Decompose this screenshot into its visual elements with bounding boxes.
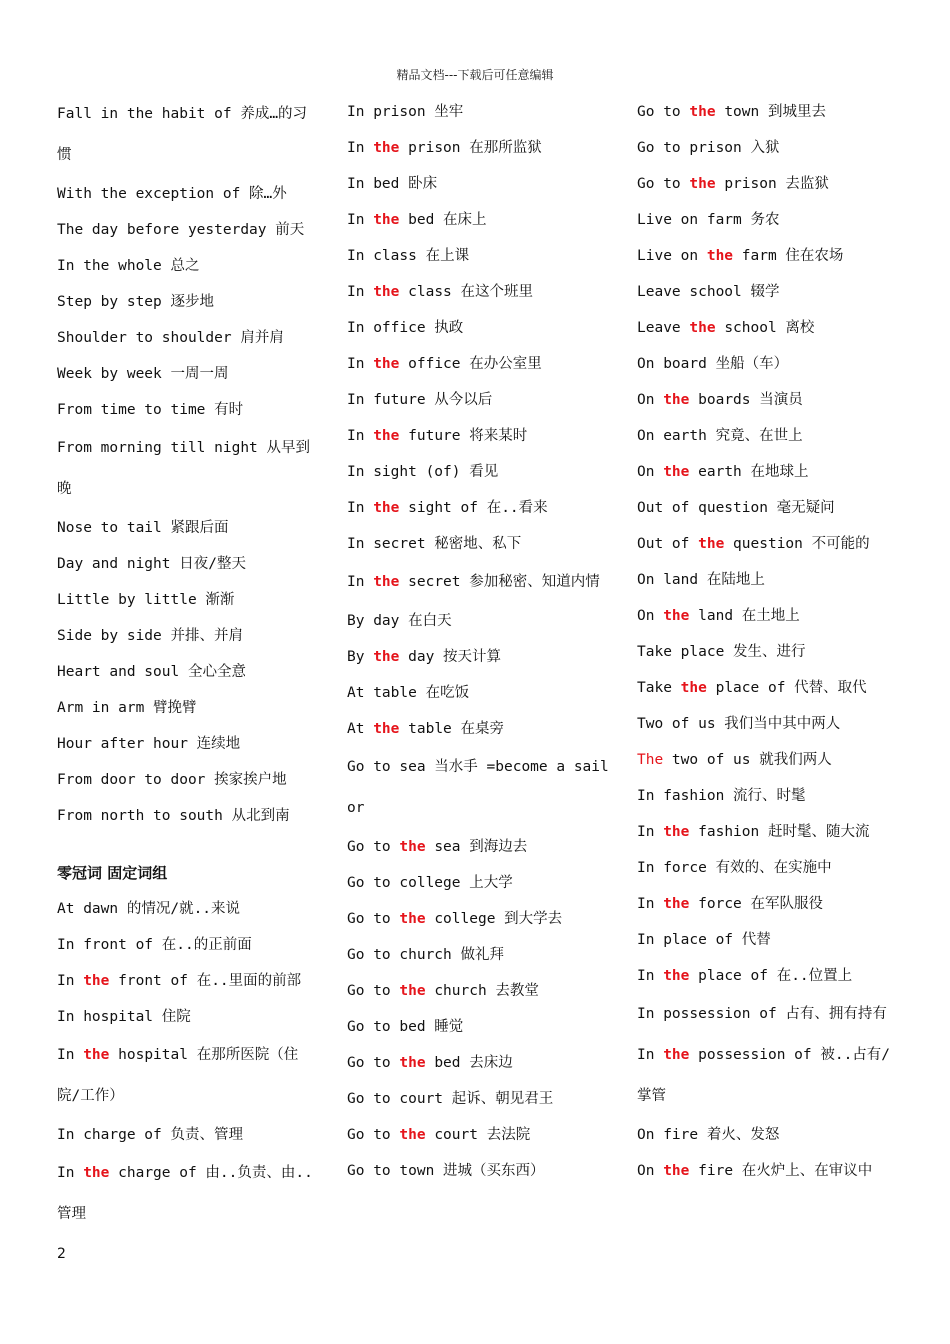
phrase-suffix: college 到大学去 — [425, 911, 563, 927]
phrase-entry — [347, 829, 609, 865]
article-highlight: the — [373, 428, 400, 444]
article-highlight: the — [698, 536, 725, 552]
phrase-entry — [347, 901, 609, 937]
phrase-suffix: day 按天计算 — [399, 649, 502, 665]
article-highlight: the — [83, 973, 110, 989]
article-highlight: the — [399, 1055, 426, 1071]
phrase-suffix: farm 住在农场 — [733, 248, 844, 264]
phrase-entry: Fall in the habit of 养成…的习惯 — [57, 106, 308, 163]
phrase-entry — [637, 166, 899, 202]
article-highlight: the — [689, 176, 716, 192]
phrase-entry: In office 执政 — [347, 320, 464, 336]
phrase-entry: Go to prison 入狱 — [637, 140, 780, 156]
phrase-entry — [637, 238, 899, 274]
phrase-prefix: Take — [637, 680, 681, 696]
article-highlight: the — [83, 1047, 110, 1063]
phrase-prefix: Go to — [347, 1127, 400, 1143]
phrase-suffix: fashion 赶时髦、随大流 — [689, 824, 870, 840]
phrase-entry: In secret 秘密地、私下 — [347, 536, 522, 552]
phrase-entry: Out of question 毫无疑问 — [637, 500, 835, 516]
phrase-entry: Little by little 渐渐 — [57, 592, 235, 608]
phrase-suffix: prison 在那所监狱 — [399, 140, 542, 156]
phrase-entry: In fashion 流行、时髦 — [637, 788, 806, 804]
phrase-entry: In future 从今以后 — [347, 392, 493, 408]
phrase-entry — [347, 418, 609, 454]
phrase-suffix: sea 到海边去 — [425, 839, 528, 855]
phrase-prefix: In — [637, 968, 664, 984]
phrase-entry: On earth 究竟、在世上 — [637, 428, 803, 444]
phrase-entry: Go to court 起诉、朝见君王 — [347, 1091, 554, 1107]
phrase-suffix: church 去教堂 — [425, 983, 539, 999]
phrase-entry: At table 在吃饭 — [347, 685, 470, 701]
phrase-entry: On fire 着火、发怒 — [637, 1127, 780, 1143]
phrase-prefix: In — [347, 140, 374, 156]
phrase-prefix: At — [347, 721, 374, 737]
phrase-prefix: Go to — [347, 839, 400, 855]
phrase-prefix: By — [347, 649, 374, 665]
phrase-prefix: Go to — [347, 1055, 400, 1071]
phrase-entry — [347, 1045, 609, 1081]
phrase-entry: From time to time 有时 — [57, 402, 244, 418]
phrase-prefix: In — [57, 1165, 84, 1181]
article-highlight: the — [373, 500, 400, 516]
phrase-suffix: secret 参加秘密、知道内情 — [399, 574, 600, 590]
phrase-entry: Two of us 我们当中其中两人 — [637, 716, 841, 732]
article-highlight: the — [373, 284, 400, 300]
phrase-entry: Live on farm 务农 — [637, 212, 780, 228]
phrase-suffix: table 在桌旁 — [399, 721, 505, 737]
phrase-entry: From door to door 挨家挨户地 — [57, 772, 287, 788]
column-1 — [57, 94, 319, 1235]
phrase-prefix: In — [347, 500, 374, 516]
phrase-suffix: court 去法院 — [425, 1127, 531, 1143]
phrase-entry: On land 在陆地上 — [637, 572, 765, 588]
phrase-entry: In prison 坐牢 — [347, 104, 464, 120]
phrase-entry — [347, 562, 609, 603]
phrase-entry: In front of 在..的正前面 — [57, 937, 252, 953]
phrase-suffix: two of us 就我们两人 — [663, 752, 832, 768]
phrase-prefix: In — [347, 212, 374, 228]
phrase-entry — [347, 274, 609, 310]
phrase-entry — [637, 94, 899, 130]
phrase-prefix: Go to — [637, 104, 690, 120]
phrase-entry: By day 在白天 — [347, 613, 452, 629]
phrase-suffix: town 到城里去 — [715, 104, 826, 120]
phrase-suffix: sight of 在..看来 — [399, 500, 548, 516]
phrase-entry: Arm in arm 臂挽臂 — [57, 700, 197, 716]
phrase-entry: In charge of 负责、管理 — [57, 1127, 243, 1143]
phrase-entry — [347, 130, 609, 166]
phrase-entry — [347, 202, 609, 238]
article-highlight: the — [399, 983, 426, 999]
phrase-entry — [637, 1035, 899, 1117]
phrase-suffix: land 在土地上 — [689, 608, 800, 624]
phrase-entry — [57, 963, 319, 999]
page-number: 2 — [57, 1246, 66, 1262]
phrase-prefix: On — [637, 1163, 664, 1179]
phrase-entry: Side by side 并排、并肩 — [57, 628, 243, 644]
article-highlight: the — [373, 721, 400, 737]
phrase-entry: Take place 发生、进行 — [637, 644, 806, 660]
phrase-entry — [637, 886, 899, 922]
phrase-prefix: In — [637, 824, 664, 840]
phrase-prefix: On — [637, 464, 664, 480]
phrase-prefix: Live on — [637, 248, 707, 264]
article-highlight: the — [399, 839, 426, 855]
phrase-entry: At dawn 的情况/就..来说 — [57, 901, 241, 917]
phrase-entry — [637, 526, 899, 562]
article-highlight: the — [663, 392, 690, 408]
article-highlight: the — [663, 1047, 690, 1063]
phrase-prefix: On — [637, 608, 664, 624]
phrase-entry: From north to south 从北到南 — [57, 808, 290, 824]
phrase-entry: Week by week 一周一周 — [57, 366, 229, 382]
phrase-entry — [637, 454, 899, 490]
phrase-entry — [637, 814, 899, 850]
phrase-prefix: Go to — [347, 911, 400, 927]
phrase-entry: In force 有效的、在实施中 — [637, 860, 832, 876]
phrase-suffix: earth 在地球上 — [689, 464, 809, 480]
article-highlight: the — [680, 680, 707, 696]
column-3 — [637, 94, 899, 1189]
phrase-entry: In the whole 总之 — [57, 258, 200, 274]
phrase-entry: Day and night 日夜/整天 — [57, 556, 246, 572]
phrase-entry — [637, 742, 899, 778]
phrase-entry: In place of 代替 — [637, 932, 771, 948]
phrase-entry: Hour after hour 连续地 — [57, 736, 241, 752]
phrase-suffix: fire 在火炉上、在审议中 — [689, 1163, 873, 1179]
phrase-suffix: boards 当演员 — [689, 392, 803, 408]
phrase-suffix: prison 去监狱 — [715, 176, 829, 192]
phrase-entry — [57, 1153, 319, 1235]
phrase-entry — [347, 639, 609, 675]
phrase-entry: Go to college 上大学 — [347, 875, 513, 891]
phrase-entry: In possession of 占有、拥有持有 — [637, 1006, 887, 1022]
phrase-prefix: In — [347, 284, 374, 300]
phrase-suffix: place of 在..位置上 — [689, 968, 853, 984]
article-highlight: the — [399, 911, 426, 927]
phrase-entry — [347, 1117, 609, 1153]
phrase-prefix: In — [637, 896, 664, 912]
phrase-entry: Leave school 辍学 — [637, 284, 780, 300]
article-highlight: the — [399, 1127, 426, 1143]
phrase-entry: Heart and soul 全心全意 — [57, 664, 246, 680]
phrase-suffix: class 在这个班里 — [399, 284, 534, 300]
phrase-entry: Step by step 逐步地 — [57, 294, 214, 310]
phrase-prefix: Leave — [637, 320, 690, 336]
phrase-suffix: school 离校 — [715, 320, 815, 336]
phrase-prefix: In — [637, 1047, 664, 1063]
phrase-entry: With the exception of 除…外 — [57, 186, 287, 202]
phrase-entry — [347, 973, 609, 1009]
phrase-entry: Go to bed 睡觉 — [347, 1019, 464, 1035]
article-highlight: The — [637, 752, 664, 768]
phrase-entry — [57, 1035, 319, 1117]
phrase-suffix: question 不可能的 — [724, 536, 870, 552]
phrase-suffix: bed 在床上 — [399, 212, 487, 228]
article-highlight: the — [373, 140, 400, 156]
phrase-suffix: place of 代替、取代 — [706, 680, 867, 696]
phrase-entry — [637, 958, 899, 994]
phrase-entry — [637, 310, 899, 346]
article-highlight: the — [373, 649, 400, 665]
phrase-prefix: In — [57, 1047, 84, 1063]
article-highlight: the — [373, 574, 400, 590]
phrase-entry — [637, 1153, 899, 1189]
article-highlight: the — [663, 464, 690, 480]
article-highlight: the — [689, 104, 716, 120]
article-highlight: the — [663, 896, 690, 912]
phrase-entry: In hospital 住院 — [57, 1009, 191, 1025]
article-highlight: the — [663, 1163, 690, 1179]
phrase-prefix: In — [57, 973, 84, 989]
phrase-entry: Nose to tail 紧跟后面 — [57, 520, 229, 536]
phrase-entry — [637, 598, 899, 634]
article-highlight: the — [663, 968, 690, 984]
article-highlight: the — [663, 824, 690, 840]
phrase-prefix: In — [347, 574, 374, 590]
phrase-suffix: bed 去床边 — [425, 1055, 513, 1071]
phrase-entry: On board 坐船（车） — [637, 356, 789, 372]
phrase-prefix: Go to — [347, 983, 400, 999]
phrase-entry — [637, 670, 899, 706]
page-header: 精品文档---下载后可任意编辑 — [396, 68, 554, 82]
article-highlight: the — [689, 320, 716, 336]
phrase-prefix: On — [637, 392, 664, 408]
phrase-prefix: In — [347, 428, 374, 444]
phrase-entry — [347, 711, 609, 747]
phrase-entry: Go to sea 当水手 =become a sailor — [347, 759, 609, 816]
article-highlight: the — [706, 248, 734, 264]
phrase-suffix: hospital 在那所医院（住院/工作） — [57, 1047, 299, 1104]
phrase-entry: In class 在上课 — [347, 248, 470, 264]
phrase-entry: In bed 卧床 — [347, 176, 438, 192]
phrase-entry: In sight (of) 看见 — [347, 464, 499, 480]
phrase-entry: Go to church 做礼拜 — [347, 947, 504, 963]
article-highlight: the — [663, 608, 690, 624]
phrase-suffix: force 在军队服役 — [689, 896, 824, 912]
phrase-suffix: front of 在..里面的前部 — [109, 973, 302, 989]
phrase-entry — [347, 346, 609, 382]
phrase-entry: Go to town 进城（买东西） — [347, 1163, 545, 1179]
section-heading: 零冠词 固定词组 — [57, 864, 168, 882]
phrase-suffix: future 将来某时 — [399, 428, 528, 444]
phrase-entry: The day before yesterday 前天 — [57, 222, 305, 238]
article-highlight: the — [83, 1165, 110, 1181]
phrase-entry: Shoulder to shoulder 肩并肩 — [57, 330, 284, 346]
column-2 — [347, 94, 609, 1189]
article-highlight: the — [373, 356, 400, 372]
phrase-entry — [347, 490, 609, 526]
phrase-prefix: In — [347, 356, 374, 372]
phrase-prefix: Go to — [637, 176, 690, 192]
phrase-prefix: Out of — [637, 536, 699, 552]
phrase-suffix: office 在办公室里 — [399, 356, 542, 372]
phrase-entry: From morning till night 从早到晚 — [57, 440, 311, 497]
phrase-suffix: possession of 被..占有/掌管 — [637, 1047, 891, 1104]
article-highlight: the — [373, 212, 400, 228]
phrase-entry — [637, 382, 899, 418]
phrase-suffix: charge of 由..负责、由..管理 — [57, 1165, 313, 1222]
